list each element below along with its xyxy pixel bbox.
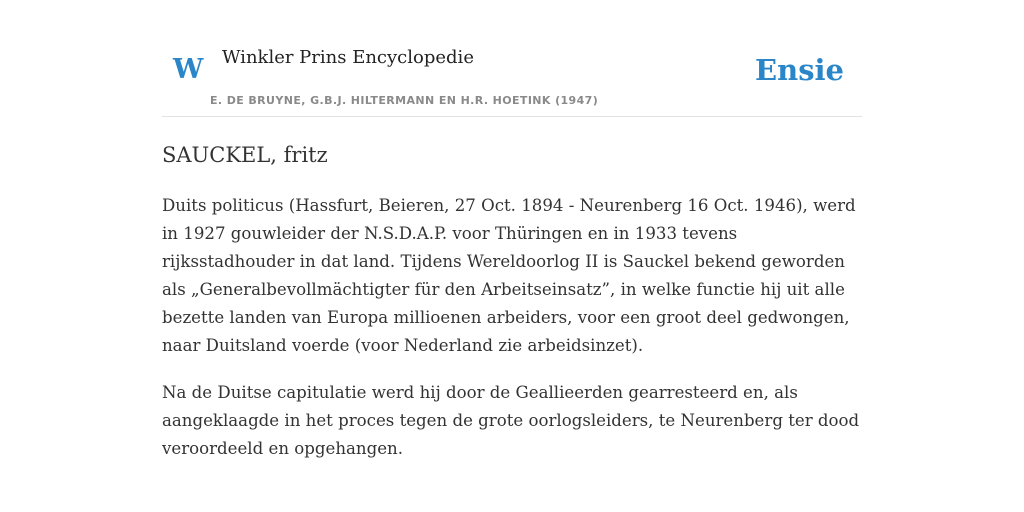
publication-authors: E. DE BRUYNE, G.B.J. HILTERMANN EN H.R. HOETINK (1947) <box>210 94 599 107</box>
publication-header <box>162 0 862 117</box>
entry-body <box>162 192 862 482</box>
publication-title[interactable]: Winkler Prins Encyclopedie <box>222 47 474 68</box>
entry-paragraph: Duits politicus (Hassfurt, Beieren, 27 Oct. 1894 - Neurenberg 16 Oct. 1946), werd in 1927 gouwleider der N.S.D.A.P. voor Thüringen en in 1933 tevens rijksstadhouder in dat land. Tijdens Wereldoorlog II is Sauckel bekend geworden als „Generalbevollmächtigter für den Arbeitseinsatz”, in welke functie hij uit alle bezette landen van Europa millioenen arbeiders, voor een groot deel gedwongen, naar Duitsland voerde (voor Nederland zie arbeidsinzet). <box>162 196 856 355</box>
ensie-logo-link[interactable]: Ensie <box>755 53 844 87</box>
entry-paragraph: Na de Duitse capitulatie werd hij door de Geallieerden gearresteerd en, als aangeklaagde in het proces tegen de grote oorlogsleiders, te Neurenberg ter dood veroordeeld en opgehangen. <box>162 383 860 458</box>
publication-logo[interactable]: W <box>173 54 204 85</box>
entry-title: SAUCKEL, fritz <box>162 143 328 167</box>
